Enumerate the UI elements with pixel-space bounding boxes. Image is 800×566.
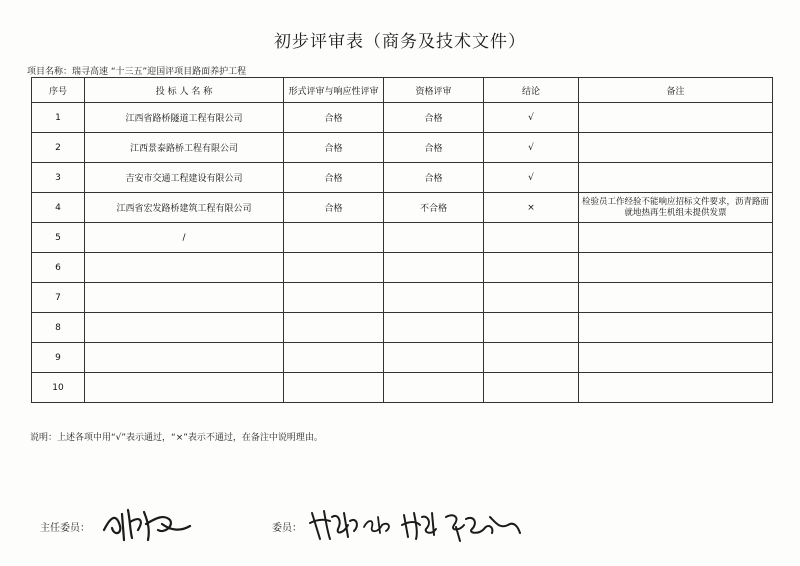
row-form-result: 合格 — [284, 163, 384, 193]
row-form-result — [284, 253, 384, 283]
chair-signature — [100, 500, 196, 544]
row-conclusion — [484, 223, 579, 253]
row-bidder — [85, 283, 284, 313]
row-remarks — [579, 343, 773, 373]
row-remarks — [579, 253, 773, 283]
row-qual-result: 合格 — [384, 163, 484, 193]
row-bidder: 吉安市交通工程建设有限公司 — [85, 163, 284, 193]
header-remarks: 备注 — [579, 78, 773, 103]
table-row — [32, 163, 773, 193]
table-row — [32, 283, 773, 313]
member-label: 委员： — [272, 523, 302, 534]
row-qual-result — [384, 223, 484, 253]
row-no: 7 — [32, 283, 85, 313]
table-row — [32, 343, 773, 373]
row-conclusion: √ — [484, 133, 579, 163]
row-bidder: / — [85, 223, 284, 253]
row-form-result: 合格 — [284, 103, 384, 133]
row-bidder: 江西景泰路桥工程有限公司 — [85, 133, 284, 163]
header-form-review: 形式评审与响应性评审 — [284, 78, 384, 103]
row-remarks — [579, 223, 773, 253]
row-qual-result — [384, 283, 484, 313]
row-qual-result — [384, 253, 484, 283]
row-form-result — [284, 343, 384, 373]
row-qual-result — [384, 343, 484, 373]
project-name: 项目名称：瑞寻高速 “十三五”迎国评项目路面养护工程 — [27, 67, 247, 77]
table-row — [32, 193, 773, 223]
row-no: 5 — [32, 223, 85, 253]
row-bidder — [85, 313, 284, 343]
table-row — [32, 373, 773, 403]
row-form-result — [284, 223, 384, 253]
row-remarks — [579, 283, 773, 313]
row-conclusion — [484, 313, 579, 343]
row-conclusion: √ — [484, 163, 579, 193]
row-conclusion: √ — [484, 103, 579, 133]
header-qualification: 资格评审 — [384, 78, 484, 103]
row-qual-result: 合格 — [384, 133, 484, 163]
row-no: 8 — [32, 313, 85, 343]
row-no: 1 — [32, 103, 85, 133]
row-no: 9 — [32, 343, 85, 373]
row-conclusion — [484, 283, 579, 313]
row-no: 3 — [32, 163, 85, 193]
table-header-row — [32, 78, 773, 103]
row-remarks — [579, 133, 773, 163]
row-form-result — [284, 283, 384, 313]
row-remarks — [579, 313, 773, 343]
document-title: 初步评审表（商务及技术文件） — [274, 32, 526, 52]
row-bidder — [85, 253, 284, 283]
member-signatures — [308, 503, 524, 543]
row-form-result — [284, 373, 384, 403]
table-row — [32, 133, 773, 163]
row-qual-result: 合格 — [384, 103, 484, 133]
row-no: 10 — [32, 373, 85, 403]
row-no: 2 — [32, 133, 85, 163]
row-remarks: 检验员工作经验不能响应招标文件要求，沥青路面就地热再生机组未提供发票 — [579, 193, 773, 223]
header-no: 序号 — [32, 78, 85, 103]
row-form-result: 合格 — [284, 193, 384, 223]
row-form-result — [284, 313, 384, 343]
table-row — [32, 313, 773, 343]
row-conclusion — [484, 343, 579, 373]
review-table — [31, 77, 773, 403]
row-form-result: 合格 — [284, 133, 384, 163]
row-bidder — [85, 373, 284, 403]
header-conclusion: 结论 — [484, 78, 579, 103]
row-bidder: 江西省宏发路桥建筑工程有限公司 — [85, 193, 284, 223]
row-bidder: 江西省路桥隧道工程有限公司 — [85, 103, 284, 133]
row-bidder — [85, 343, 284, 373]
row-qual-result — [384, 373, 484, 403]
table-row — [32, 223, 773, 253]
chair-label: 主任委员： — [40, 523, 90, 534]
row-remarks — [579, 163, 773, 193]
row-conclusion: × — [484, 193, 579, 223]
row-conclusion — [484, 253, 579, 283]
row-remarks — [579, 103, 773, 133]
row-no: 6 — [32, 253, 85, 283]
row-no: 4 — [32, 193, 85, 223]
row-conclusion — [484, 373, 579, 403]
row-qual-result: 不合格 — [384, 193, 484, 223]
row-remarks — [579, 373, 773, 403]
explanation-note: 说明：上述各项中用“√”表示通过，“×”表示不通过，在备注中说明理由。 — [30, 433, 323, 443]
header-bidder: 投 标 人 名 称 — [85, 78, 284, 103]
table-row — [32, 103, 773, 133]
table-row — [32, 253, 773, 283]
row-qual-result — [384, 313, 484, 343]
